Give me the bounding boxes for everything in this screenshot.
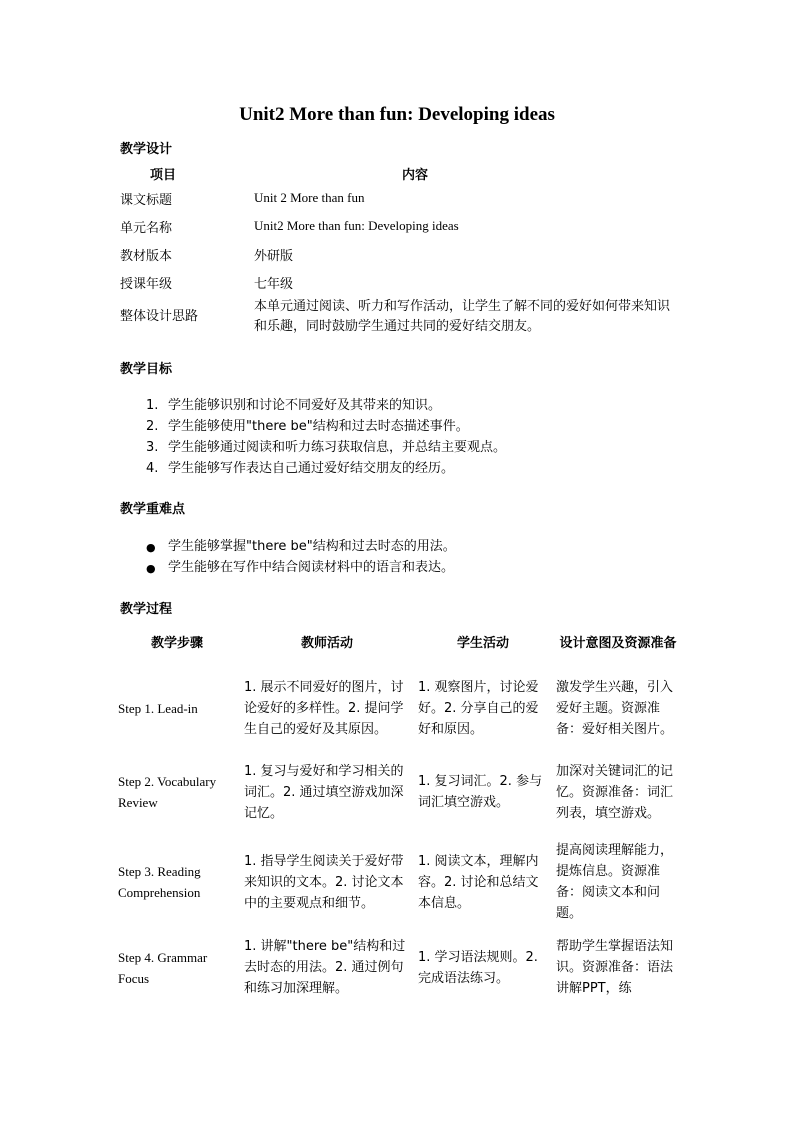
process-table — [114, 620, 684, 1005]
list-item — [146, 557, 456, 578]
table-row — [114, 930, 684, 1005]
list-text: 学生能够写作表达自己通过爱好结交朋友的经历。 — [168, 461, 455, 476]
design-intent: 帮助学生掌握语法知识。资源准备：语法讲解PPT，练 — [556, 939, 674, 996]
list-text: 学生能够使用"there be"结构和过去时态描述事件。 — [168, 419, 469, 434]
student-activity: 1. 阅读文本，理解内容。2. 讨论和总结文本信息。 — [418, 853, 539, 911]
info-row — [120, 296, 680, 338]
info-row — [120, 268, 680, 296]
info-value: 本单元通过阅读、听力和写作活动，让学生了解不同的爱好如何带来知识和乐趣，同时鼓励学生通过共同的爱好结交朋友。 — [254, 299, 671, 334]
student-activity: 1. 复习词汇。2. 参与词汇填空游戏。 — [418, 774, 543, 810]
design-intent: 加深对关键词汇的记忆。资源准备：词汇列表，填空游戏。 — [556, 763, 674, 821]
student-activity: 1. 学习语法规则。2. 完成语法练习。 — [418, 949, 538, 986]
table-row — [114, 666, 684, 750]
process-step: Step 2. Vocabulary Review — [118, 774, 217, 810]
bullet-icon: ● — [146, 541, 156, 554]
teacher-activity: 1. 展示不同爱好的图片，讨论爱好的多样性。2. 提问学生自己的爱好及其原因。 — [244, 679, 404, 737]
info-label: 授课年级 — [120, 276, 173, 292]
info-label: 整体设计思路 — [120, 309, 199, 324]
list-item — [146, 437, 506, 458]
section-heading-process: 教学过程 — [120, 602, 173, 617]
info-table-header — [120, 162, 680, 184]
key-points-list — [146, 536, 456, 578]
section-heading-design: 教学设计 — [120, 142, 173, 157]
info-row — [120, 184, 680, 212]
teacher-activity: 1. 指导学生阅读关于爱好带来知识的文本。2. 讨论文本中的主要观点和细节。 — [244, 853, 404, 911]
process-header-intent: 设计意图及资源准备 — [559, 635, 677, 651]
table-row — [114, 750, 684, 834]
process-header-step: 教学步骤 — [150, 635, 203, 651]
process-table-header — [114, 620, 684, 666]
info-value: 外研版 — [254, 248, 294, 264]
info-value: Unit2 More than fun: Developing ideas — [254, 218, 459, 233]
list-number: 4. — [146, 461, 159, 476]
info-row — [120, 240, 680, 268]
list-text: 学生能够识别和讨论不同爱好及其带来的知识。 — [168, 398, 442, 413]
process-header-student: 学生活动 — [456, 635, 509, 651]
info-header-item: 项目 — [150, 167, 177, 183]
info-header-content: 内容 — [401, 167, 428, 183]
design-intent: 激发学生兴趣，引入爱好主题。资源准备：爱好相关图片。 — [556, 679, 674, 737]
list-text: 学生能够在写作中结合阅读材料中的语言和表达。 — [168, 560, 455, 575]
info-row — [120, 212, 680, 240]
table-row — [114, 834, 684, 930]
list-item — [146, 395, 506, 416]
info-value: Unit 2 More than fun — [254, 190, 365, 205]
process-step: Step 4. Grammar Focus — [118, 949, 208, 986]
objectives-list — [146, 395, 506, 479]
list-item — [146, 536, 456, 557]
list-text: 学生能够掌握"there be"结构和过去时态的用法。 — [168, 539, 456, 554]
list-number: 2. — [146, 419, 159, 434]
info-label: 单元名称 — [120, 220, 173, 236]
list-number: 1. — [146, 398, 159, 413]
bullet-icon: ● — [146, 562, 156, 575]
process-header-teacher: 教师活动 — [300, 635, 353, 651]
info-value: 七年级 — [254, 276, 294, 292]
list-item — [146, 416, 506, 437]
document-title: Unit2 More than fun: Developing ideas — [239, 104, 555, 125]
design-intent: 提高阅读理解能力，提炼信息。资源准备：阅读文本和问题。 — [556, 843, 674, 921]
teacher-activity: 1. 复习与爱好和学习相关的词汇。2. 通过填空游戏加深记忆。 — [244, 763, 404, 821]
student-activity: 1. 观察图片，讨论爱好。2. 分享自己的爱好和原因。 — [418, 679, 539, 737]
process-step: Step 1. Lead-in — [118, 700, 198, 716]
info-label: 教材版本 — [120, 248, 173, 264]
list-item — [146, 458, 506, 479]
list-text: 学生能够通过阅读和听力练习获取信息，并总结主要观点。 — [168, 440, 507, 455]
section-heading-objectives: 教学目标 — [120, 362, 173, 377]
teacher-activity: 1. 讲解"there be"结构和过去时态的用法。2. 通过例句和练习加深理解。 — [244, 939, 406, 996]
list-number: 3. — [146, 440, 159, 455]
info-table — [120, 162, 680, 338]
section-heading-key-points: 教学重难点 — [120, 502, 186, 517]
process-step: Step 3. Reading Comprehension — [118, 864, 201, 900]
info-label: 课文标题 — [120, 192, 173, 208]
